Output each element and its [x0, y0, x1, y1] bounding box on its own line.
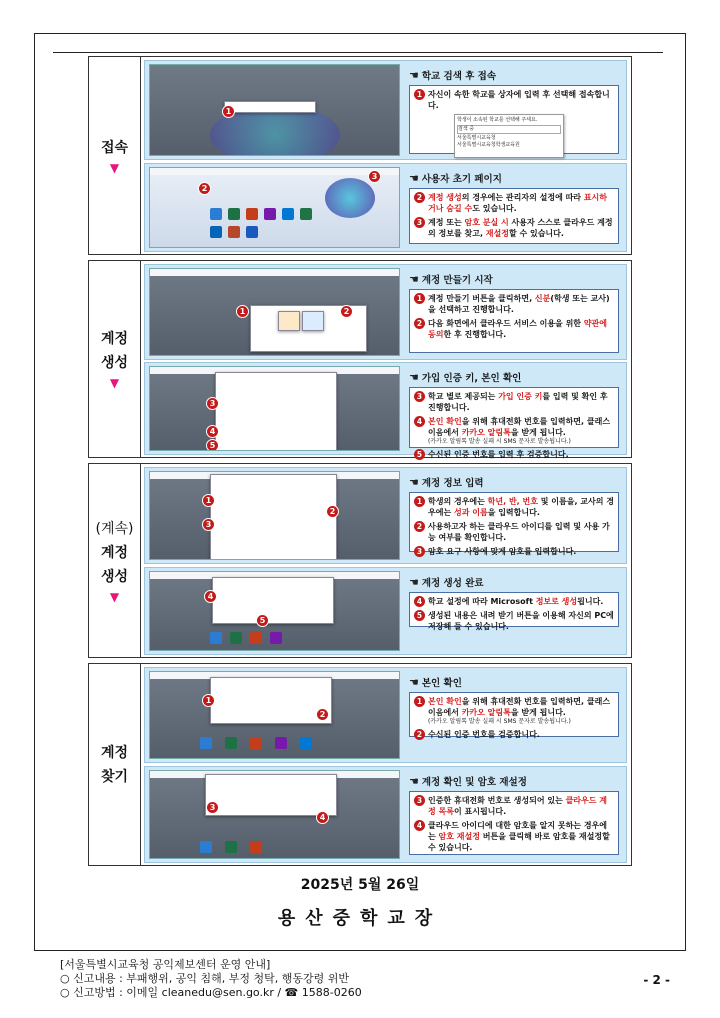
pointing-hand-icon: ☚: [409, 775, 419, 788]
down-arrow-icon: ▼: [109, 589, 120, 604]
label-line: 계정: [100, 544, 129, 561]
row-title: ☚ 본인 확인: [409, 676, 462, 689]
footer-notice: [60, 958, 362, 1000]
step-marker: 5: [256, 614, 269, 627]
section-find-account: [88, 663, 632, 866]
screenshot-thumbnail: [149, 571, 400, 651]
row-title: ☚ 사용자 초기 페이지: [409, 172, 502, 185]
step-marker: 4: [204, 590, 217, 603]
pointing-hand-icon: ☚: [409, 273, 419, 286]
section-label: [89, 464, 141, 657]
section-create-account: [88, 260, 632, 458]
instruction-box: 1 본인 확인을 위해 휴대전화 번호를 입력하면, 클래스이음에서 카카오 알림톡을 받게 됩니다. (카카오 알림톡 발송 실패 시 SMS 문자로 발송됩니다.) 2 수신된 인증 번호를 검증합니다.: [409, 692, 619, 737]
step-marker: 1: [202, 494, 215, 507]
screenshot-thumbnail: [149, 366, 400, 451]
step-row: [144, 567, 627, 655]
label-line: (계속): [95, 520, 134, 537]
pointing-hand-icon: ☚: [409, 476, 419, 489]
page-number: - 2 -: [643, 973, 670, 987]
screenshot-thumbnail: [149, 64, 400, 156]
pointing-hand-icon: ☚: [409, 676, 419, 689]
step-row: [144, 163, 627, 252]
row-title: ☚ 가입 인증 키, 본인 확인: [409, 371, 522, 384]
label-line: 생성: [100, 568, 129, 585]
top-rule: [53, 52, 663, 53]
down-arrow-icon: ▼: [109, 160, 120, 175]
document-date: 2025년 5월 26일: [300, 877, 420, 893]
label-line: 계정: [100, 744, 129, 761]
row-title: ☚ 계정 정보 입력: [409, 476, 484, 489]
step-marker: 4: [206, 425, 219, 438]
instruction-box: 1 학생의 경우에는 학년, 반, 번호 및 이름을, 교사의 경우에는 성과 이름을 입력합니다. 2 사용하고자 하는 클라우드 아이디를 입력 및 사용 가능 여부를 확인합니다. 3 암호 요구 사항에 맞게 암호를 입력합니다.: [409, 492, 619, 552]
instruction-box: 1 자신이 속한 학교를 상자에 입력 후 선택해 접속합니다. 학생이 소속된 학교를 선택해 주세요. 검색 중 서울특별시교육청 서울특별시교육청학생교육원: [409, 85, 619, 154]
step-marker: 2: [326, 505, 339, 518]
label-line: 찾기: [100, 768, 129, 785]
step-marker: 5: [206, 439, 219, 451]
screenshot-thumbnail: [149, 167, 400, 248]
screenshot-thumbnail: [149, 770, 400, 859]
step-row: [144, 264, 627, 360]
row-title: ☚ 계정 만들기 시작: [409, 273, 493, 286]
label-line: 계정: [100, 331, 129, 347]
footer-line: ○ 신고방법 : 이메일 cleanedu@sen.go.kr / ☎ 1588-0260: [60, 986, 362, 999]
step-marker: 2: [198, 182, 211, 195]
step-marker: 3: [206, 801, 219, 814]
step-marker: 4: [316, 811, 329, 824]
footer-line: ○ 신고내용 : 부패행위, 공익 침해, 부정 청탁, 행동강령 위반: [60, 972, 350, 985]
row-title: ☚ 학교 검색 후 접속: [409, 69, 497, 82]
footer-heading: [서울특별시교육청 공익제보센터 운영 안내]: [60, 958, 271, 971]
instruction-box: 1 계정 만들기 버튼을 클릭하면, 신분(학생 또는 교사)을 선택하고 진행합니다. 2 다음 화면에서 클라우드 서비스 이용을 위한 약관에 동의한 후 진행합니다.: [409, 289, 619, 353]
pointing-hand-icon: ☚: [409, 576, 419, 589]
step-row: [144, 60, 627, 160]
signature-title: 용산중학교장: [277, 908, 443, 929]
instruction-box: 3 학교 별로 제공되는 가입 인증 키를 입력 및 확인 후 진행합니다. 4 본인 확인을 위해 휴대전화 번호를 입력하면, 클래스이음에서 카카오 알림톡을 받게 됩니다. (카카오 알림톡 발송 실패 시 SMS 문자로 발송됩니다.) 5 수신된 인증 번호를 입력 후 검증합니다.: [409, 387, 619, 448]
school-search-popup: 학생이 소속된 학교를 선택해 주세요. 검색 중 서울특별시교육청 서울특별시교육청학생교육원: [454, 114, 564, 158]
label-line: 접속: [100, 139, 129, 156]
step-row: [144, 667, 627, 763]
instruction-box: 2 계정 생성의 경우에는 관리자의 설정에 따라 표시하거나 숨길 수도 있습니다. 3 계정 또는 암호 분실 시 사용자 스스로 클라우드 계정의 정보를 찾고, 재설정할 수 있습니다.: [409, 188, 619, 244]
screenshot-thumbnail: [149, 268, 400, 356]
pointing-hand-icon: ☚: [409, 69, 419, 82]
step-marker: 3: [202, 518, 215, 531]
step-row: [144, 362, 627, 459]
instruction-box: 4 학교 설정에 따라 Microsoft 정보로 생성됩니다. 5 생성된 내용은 내려 받기 버튼을 이용해 자신의 PC에 저장해 둘 수 있습니다.: [409, 592, 619, 627]
step-marker: 3: [368, 170, 381, 183]
label-line: 생성: [100, 355, 129, 371]
step-row: [144, 467, 627, 564]
step-marker: 1: [236, 305, 249, 318]
section-connect: [88, 56, 632, 255]
screenshot-thumbnail: [149, 471, 400, 560]
step-marker: 3: [206, 397, 219, 410]
section-label: [89, 664, 141, 865]
step-marker: 1: [202, 694, 215, 707]
step-marker: 1: [222, 105, 235, 118]
section-create-account-continued: [88, 463, 632, 658]
row-title: ☚ 계정 확인 및 암호 재설정: [409, 775, 527, 788]
down-arrow-icon: ▼: [109, 376, 120, 390]
pointing-hand-icon: ☚: [409, 371, 419, 384]
step-row: [144, 766, 627, 863]
step-marker: 2: [340, 305, 353, 318]
row-title: ☚ 계정 생성 완료: [409, 576, 484, 589]
pointing-hand-icon: ☚: [409, 172, 419, 185]
section-label: [89, 57, 141, 254]
instruction-box: 3 인증한 휴대전화 번호로 생성되어 있는 클라우드 계정 목록이 표시됩니다. 4 클라우드 아이디에 대한 암호를 알지 못하는 경우에는 암호 재설정 버튼을 클릭해 바로 암호를 재설정할 수 있습니다.: [409, 791, 619, 855]
section-label: [89, 261, 141, 457]
step-marker: 2: [316, 708, 329, 721]
screenshot-thumbnail: [149, 671, 400, 759]
